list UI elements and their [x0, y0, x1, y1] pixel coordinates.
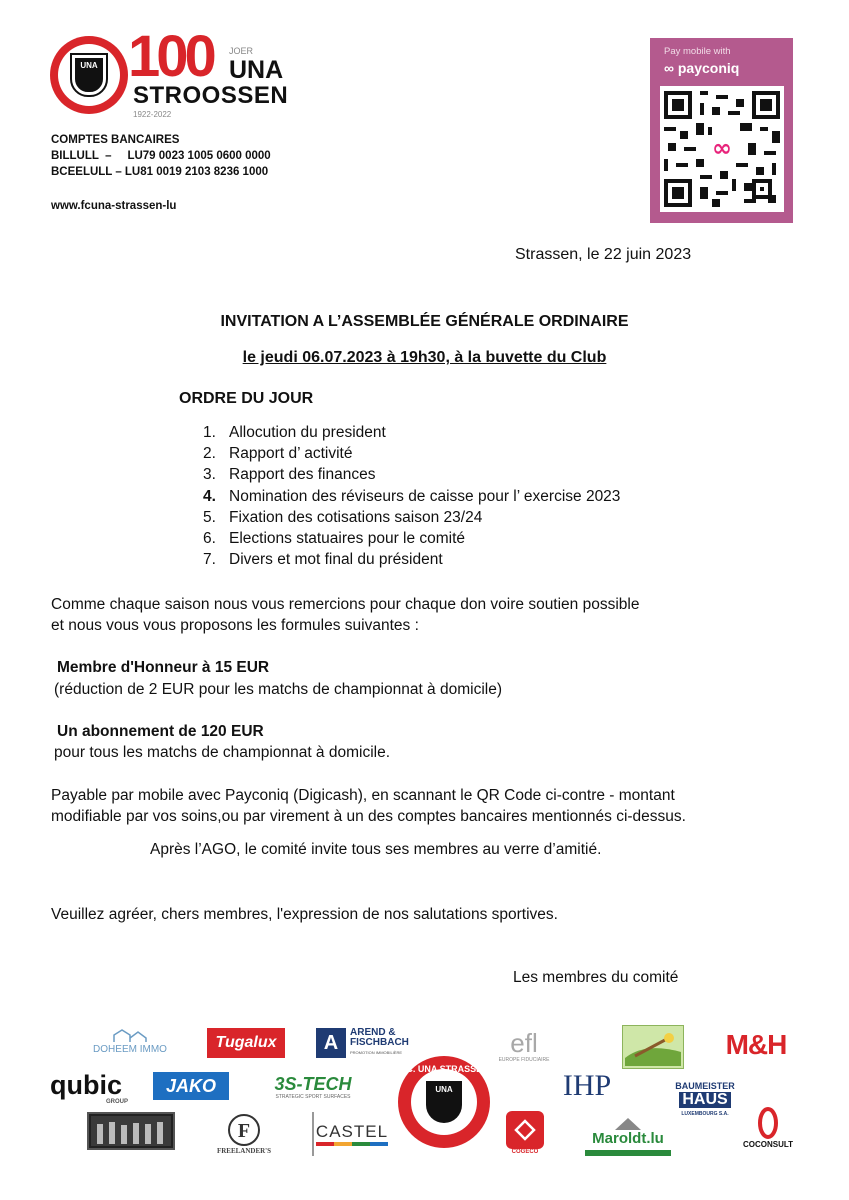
- freelanders-emblem-icon: [227, 1113, 261, 1147]
- intro-line-2: et nous vous vous proposons les formules suivantes :: [51, 617, 419, 634]
- svg-text:∞: ∞: [712, 134, 732, 163]
- house-icon: [110, 1028, 150, 1044]
- sponsor-arend-fischbach: A AREND & FISCHBACH PROMOTION IMMOBILIÈRE: [316, 1026, 414, 1060]
- payconiq-infinity-icon: ∞: [664, 60, 678, 76]
- payment-line-1: Payable par mobile avec Payconiq (Digicash), en scannant le QR Code ci-contre - montant: [51, 787, 675, 804]
- payconiq-qr-code[interactable]: [660, 86, 784, 212]
- logo-years: 1922-2022: [133, 110, 172, 119]
- invitation-subtitle: le jeudi 06.07.2023 à 19h30, à la buvette du Club: [242, 349, 607, 366]
- qr-code-icon: [664, 90, 780, 208]
- logo-una: UNA: [229, 56, 284, 84]
- landscape-icon: [625, 1028, 681, 1066]
- agenda-item: 6. Elections statuaires pour le comité: [203, 530, 466, 548]
- sponsor-doheem-immo: DOHEEM IMMO: [82, 1022, 178, 1060]
- agenda-item: 7. Divers et mot final du président: [203, 551, 443, 569]
- sponsor-ihp: IHP: [562, 1069, 612, 1102]
- agenda-list: [203, 422, 620, 570]
- bank-account-billull: BILLULL – LU79 0023 1005 0600 0000: [51, 150, 271, 162]
- roof-icon: [613, 1116, 643, 1130]
- sponsor-efl: efl EUROPE FIDUCIAIRE: [498, 1028, 550, 1063]
- sponsor-m-and-h: M&H: [725, 1029, 787, 1060]
- payconiq-brand: ∞ payconiq: [664, 60, 740, 76]
- sponsor-coconsult: COCONSULT: [742, 1098, 794, 1156]
- agenda-item: 4. Nomination des réviseurs de caisse pour l’ exercise 2023: [203, 487, 621, 505]
- sponsor-cogeco: COGECO: [504, 1108, 546, 1158]
- sponsor-tugalux: Tugalux: [207, 1028, 285, 1058]
- coconsult-logo-icon: [757, 1106, 779, 1140]
- invitation-title: INVITATION A L’ASSEMBLÉE GÉNÉRALE ORDINAIRE: [220, 313, 629, 330]
- fc-una-strassen-badge: [398, 1056, 490, 1148]
- sponsor-castel: CASTEL: [312, 1112, 390, 1156]
- club-badge-arc-text: F.C. UNA STRASSEN: [399, 1064, 489, 1074]
- sponsor-maroldt: Maroldt.lu: [585, 1112, 671, 1156]
- closing-line: Veuillez agréer, chers membres, l'expression de nos salutations sportives.: [51, 906, 558, 923]
- agenda-title: ORDRE DU JOUR: [179, 390, 314, 407]
- sponsor-greenery-image: [622, 1025, 684, 1069]
- sponsor-baumeister-haus: BAUMEISTER HAUS LUXEMBOURG S.A.: [675, 1081, 735, 1117]
- intro-line-1: Comme chaque saison nous vous remercions pour chaque don voire soutien possible: [51, 596, 640, 613]
- bank-accounts-title: COMPTES BANCAIRES: [51, 134, 180, 146]
- club-shield-icon: UNA: [72, 55, 106, 95]
- cogeco-logo-icon: [506, 1111, 544, 1149]
- payconiq-card: [650, 38, 793, 223]
- logo-joer: JOER: [229, 46, 254, 56]
- svg-text:F: F: [237, 1120, 251, 1142]
- offer-honour-title: Membre d'Honneur à 15 EUR: [57, 659, 270, 676]
- letter-date: Strassen, le 22 juin 2023: [515, 246, 692, 263]
- agenda-item: 5. Fixation des cotisations saison 23/24: [203, 508, 483, 526]
- offer-season-desc: pour tous les matchs de championnat à domicile.: [54, 744, 391, 761]
- castel-color-strip-icon: [316, 1142, 388, 1146]
- logo-100: 100: [128, 24, 213, 89]
- sponsor-commedia-dell-arte: [87, 1112, 175, 1150]
- bank-account-bceelull: BCEELULL – LU81 0019 2103 8236 1000: [51, 166, 269, 178]
- payment-line-2: modifiable par vos soins,ou par virement à un des comptes bancaires mentionnés ci-dessus.: [51, 808, 686, 825]
- sponsor-jako: JAKO: [153, 1072, 229, 1100]
- sponsor-qubic: qubic GROUP: [50, 1070, 128, 1105]
- theatre-image-icon: [91, 1116, 171, 1146]
- signature: Les membres du comité: [513, 969, 679, 986]
- sponsor-3s-tech: 3S-TECH STRATEGIC SPORT SURFACES: [274, 1074, 352, 1100]
- sponsor-freelanders: F FREELANDER'S: [210, 1110, 278, 1158]
- logo-stroossen: STROOSSEN: [133, 82, 289, 109]
- af-logo-icon: A: [316, 1028, 346, 1058]
- payconiq-small-label: Pay mobile with: [664, 46, 731, 57]
- agenda-item: 1. Allocution du president: [203, 424, 386, 441]
- offer-honour-desc: (réduction de 2 EUR pour les matchs de championnat à domicile): [54, 681, 503, 698]
- ago-invitation: Après l’AGO, le comité invite tous ses membres au verre d’amitié.: [150, 841, 602, 858]
- agenda-item: 3. Rapport des finances: [203, 466, 376, 484]
- club-logo-badge: [50, 36, 128, 114]
- agenda-item: 2. Rapport d’ activité: [203, 445, 353, 463]
- website-link[interactable]: www.fcuna-strassen-lu: [51, 200, 177, 212]
- club-shield-icon: UNA: [426, 1081, 462, 1123]
- offer-season-title: Un abonnement de 120 EUR: [57, 723, 264, 740]
